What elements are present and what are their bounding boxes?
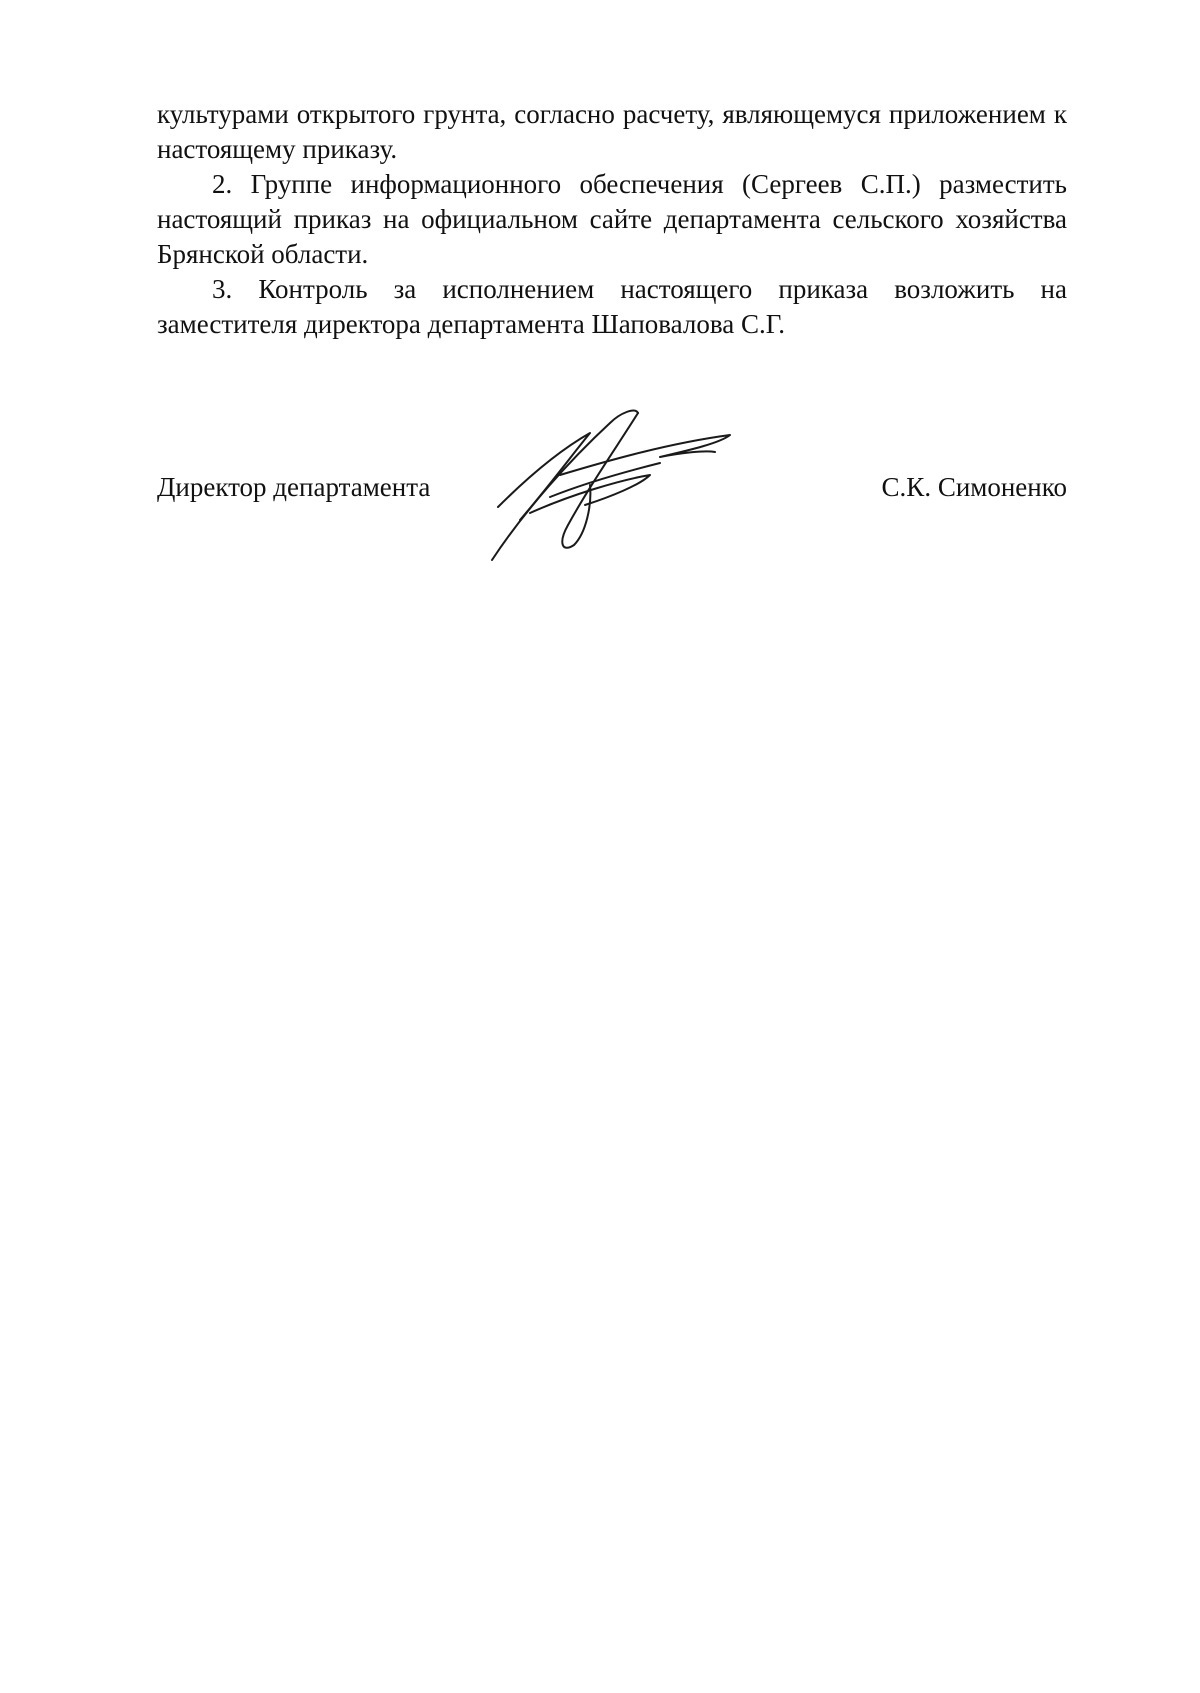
handwritten-signature <box>490 405 800 565</box>
paragraph-item-3: 3. Контроль за исполнением настоящего приказа возложить на заместителя директора департамента Шаповалова С.Г. <box>157 274 1067 339</box>
paragraph-item-2: 2. Группе информационного обеспечения (Сергеев С.П.) разместить настоящий приказ на официальном сайте департамента сельского хозяйства Брянской области. <box>157 169 1067 269</box>
signatory-title: Директор департамента <box>157 472 431 502</box>
paragraph-continuation: культурами открытого грунта, согласно расчету, являющемуся приложением к настоящему приказу. <box>157 99 1067 164</box>
document-body <box>157 97 1067 342</box>
signatory-name: С.К. Симоненко <box>881 472 1067 502</box>
